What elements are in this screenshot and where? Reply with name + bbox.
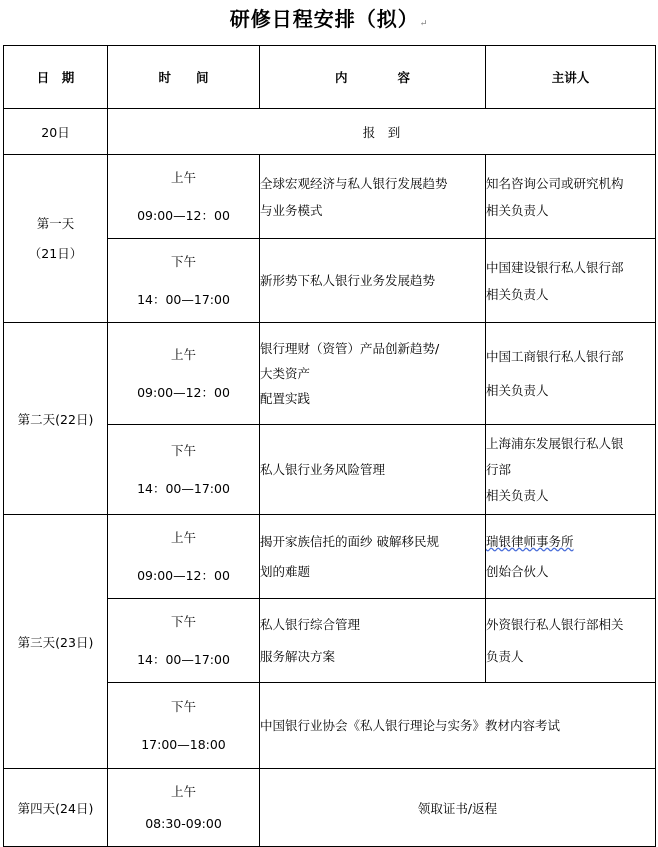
day1-s2-speaker: [486, 239, 656, 323]
page-title: 研修日程安排（拟）↵: [229, 7, 429, 31]
session-time: 14：00—17:00: [137, 291, 230, 307]
content-line: 私人银行综合管理: [260, 616, 361, 632]
content-line: 全球宏观经济与私人银行发展趋势: [260, 175, 448, 191]
day2-label: 第二天(22日): [4, 323, 108, 515]
day3-s1-time: [108, 515, 260, 599]
registration-row: [4, 109, 656, 155]
session-period: 上午: [170, 529, 196, 545]
session-period: 下午: [170, 698, 196, 714]
day3-s1-content: [260, 515, 486, 599]
day1-label: [4, 155, 108, 323]
day4-s1-content: [260, 769, 656, 847]
speaker-line: 知名咨询公司或研究机构: [486, 175, 624, 191]
session-period: 上午: [170, 346, 196, 362]
paragraph-mark-icon: ↵: [419, 19, 429, 29]
day2-s1-time: [108, 323, 260, 425]
session-period: 下午: [170, 253, 196, 269]
content-line: 领取证书/返程: [417, 800, 498, 816]
content-line: 新形势下私人银行业务发展趋势: [260, 273, 436, 288]
content-line: 揭开家族信托的面纱 破解移民规: [260, 533, 439, 549]
session-time: 14：00—17:00: [137, 480, 230, 496]
content-line: 银行理财（资管）产品创新趋势/: [260, 341, 440, 356]
day4-label: 第四天(24日): [4, 769, 108, 847]
speaker-line: 相关负责人: [486, 382, 549, 398]
speaker-line: 中国工商银行私人银行部: [486, 348, 624, 364]
session-period: 上午: [170, 783, 196, 799]
session-time: 17:00—18:00: [141, 736, 226, 752]
speaker-line: [486, 527, 655, 557]
day3-s2-time: [108, 599, 260, 683]
header-speaker: 主讲人: [486, 46, 656, 109]
session-period: 上午: [170, 169, 196, 185]
day1-s1-time: [108, 155, 260, 239]
speaker-line: 相关负责人: [486, 286, 549, 302]
content-line: 大类资产: [260, 366, 311, 381]
day3-s3-time: [108, 683, 260, 769]
content-line: 与业务模式: [260, 202, 323, 218]
speaker-line: 相关负责人: [486, 202, 549, 218]
registration-content: 报 到: [108, 109, 656, 155]
speaker-line: 创始合伙人: [486, 563, 549, 579]
speaker-name-underlined: 瑞银律师事务所: [486, 533, 574, 549]
day2-s2-content: [260, 425, 486, 515]
content-line: 服务解决方案: [260, 648, 336, 664]
table-header-row: [4, 46, 656, 109]
day1-label-line2: （21日）: [28, 245, 83, 261]
content-line: 私人银行业务风险管理: [260, 462, 386, 477]
table-row: [4, 323, 656, 425]
day1-s1-speaker: [486, 155, 656, 239]
session-period: 下午: [170, 442, 196, 458]
schedule-table: [3, 45, 656, 847]
speaker-line: 相关负责人: [486, 487, 549, 503]
table-row: [4, 515, 656, 599]
day4-s1-time: [108, 769, 260, 847]
session-time: 09:00—12：00: [137, 567, 230, 583]
session-time: 09:00—12：00: [137, 384, 230, 400]
session-time: 14：00—17:00: [137, 651, 230, 667]
day3-s1-speaker: [486, 515, 656, 599]
day3-label: 第三天(23日): [4, 515, 108, 769]
speaker-line: 外资银行私人银行部相关: [486, 616, 624, 632]
speaker-line: 行部: [486, 461, 512, 477]
day3-s2-speaker: [486, 599, 656, 683]
content-line: 中国银行业协会《私人银行理论与实务》教材内容考试: [260, 718, 561, 733]
header-content: 内 容: [260, 46, 486, 109]
day3-s2-content: [260, 599, 486, 683]
day3-s3-content: [260, 683, 656, 769]
day1-s2-time: [108, 239, 260, 323]
day1-s2-content: [260, 239, 486, 323]
day2-s1-speaker: [486, 323, 656, 425]
session-time: 08:30-09:00: [145, 815, 222, 831]
header-date: 日 期: [4, 46, 108, 109]
table-row: [4, 769, 656, 847]
content-line: 配置实践: [260, 391, 311, 406]
registration-date: 20日: [4, 109, 108, 155]
day2-s1-content: [260, 323, 486, 425]
speaker-line: 上海浦东发展银行私人银: [486, 435, 624, 451]
speaker-line: 负责人: [486, 648, 524, 664]
day2-s2-time: [108, 425, 260, 515]
day1-label-line1: 第一天: [36, 215, 75, 231]
day2-s2-speaker: [486, 425, 656, 515]
header-time: 时 间: [108, 46, 260, 109]
content-line: 划的难题: [260, 563, 311, 579]
day1-s1-content: [260, 155, 486, 239]
table-row: [4, 155, 656, 239]
session-period: 下午: [170, 613, 196, 629]
speaker-line: 中国建设银行私人银行部: [486, 259, 624, 275]
session-time: 09:00—12：00: [137, 207, 230, 223]
